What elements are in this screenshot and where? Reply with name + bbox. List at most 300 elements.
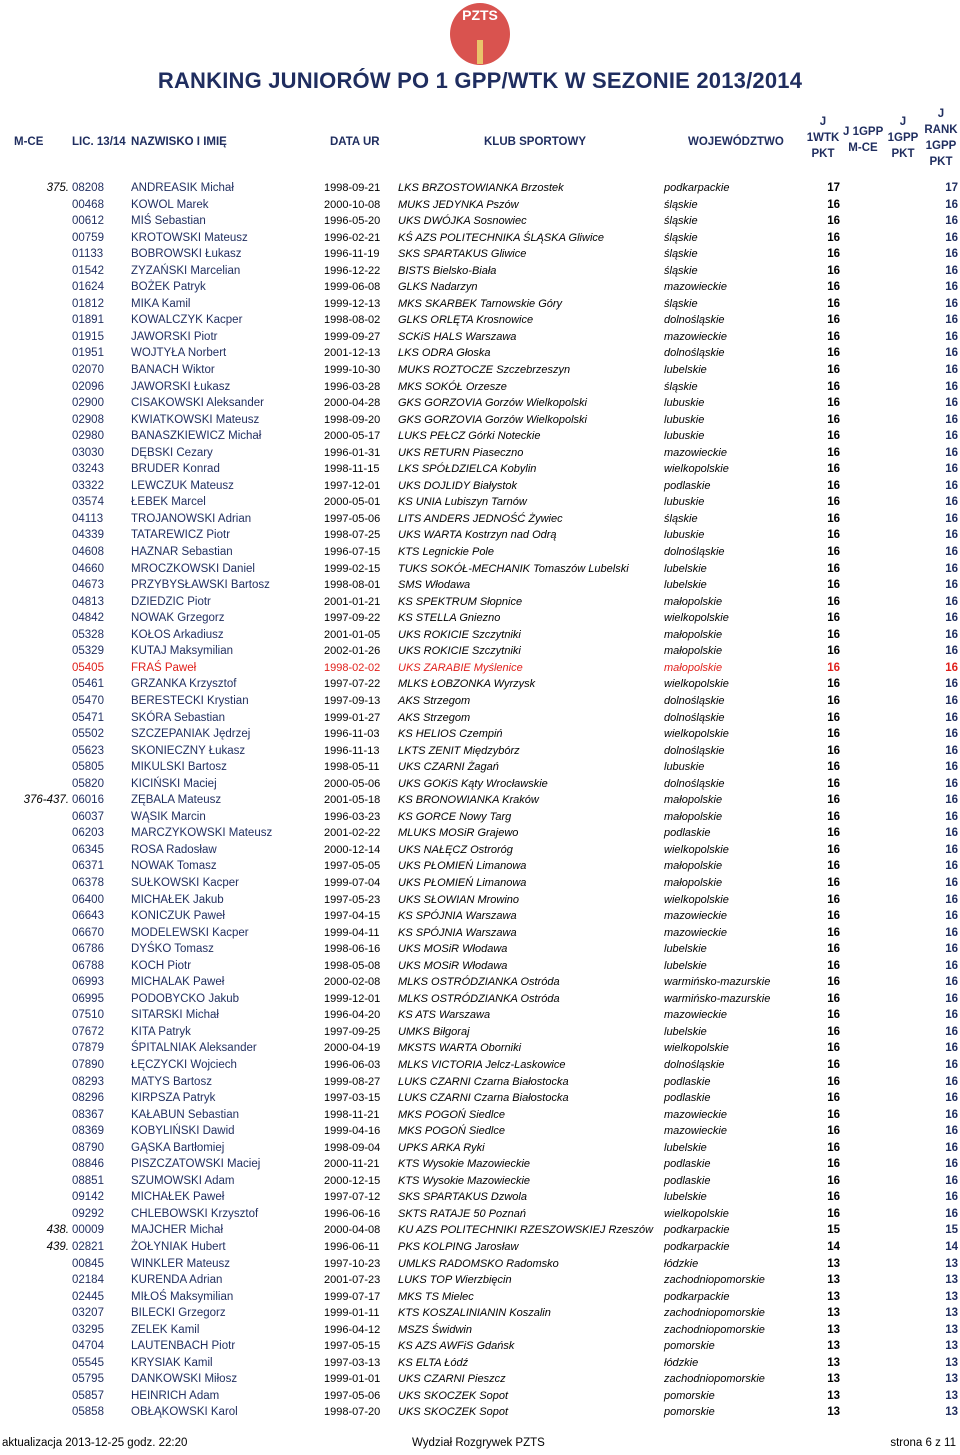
rank-points-cell: 13 [945,1340,958,1353]
wtk-points-cell: 16 [827,579,840,592]
birthdate-cell: 1996-01-31 [324,446,381,459]
header-woj: WOJEWÓDZTWO [688,136,784,148]
club-cell: MKS POGOŃ Siedlce [398,1125,505,1138]
wtk-points-cell: 16 [827,1009,840,1022]
table-row [0,511,960,528]
name-cell: ZELEK Kamil [131,1323,200,1336]
voivodeship-cell: śląskie [664,512,698,525]
club-cell: AKS Strzegom [398,711,471,724]
birthdate-cell: 1998-07-25 [324,529,381,542]
rank-points-cell: 14 [945,1241,958,1253]
rank-points-cell: 13 [945,1406,958,1419]
rank-points-cell: 16 [945,364,958,377]
wtk-points-cell: 16 [827,661,840,674]
wtk-points-cell: 16 [827,926,840,939]
birthdate-cell: 1997-09-13 [324,694,381,707]
birthdate-cell: 2001-07-23 [324,1274,381,1287]
birthdate-cell: 1997-09-25 [324,1025,381,1038]
name-cell: KWIATKOWSKI Mateusz [131,413,260,426]
rank-points-cell: 16 [945,628,958,641]
name-cell: HEINRICH Adam [131,1389,220,1402]
club-cell: MLUKS MOSiR Grajewo [398,827,519,840]
rank-points-cell: 13 [945,1389,958,1402]
club-cell: MUKS ROZTOCZE Szczebrzeszyn [398,364,571,377]
voivodeship-cell: lubuskie [664,413,705,426]
voivodeship-cell: mazowieckie [664,281,727,294]
table-row [0,345,960,362]
rank-points-cell: 13 [945,1257,958,1270]
ranking-table [0,180,960,1421]
voivodeship-cell: podkarpackie [664,182,730,194]
license-cell: 02184 [72,1274,104,1287]
license-cell: 01951 [72,347,104,360]
name-cell: FRAŚ Paweł [131,661,197,674]
voivodeship-cell: podkarpackie [664,1241,730,1253]
birthdate-cell: 2000-04-19 [324,1042,381,1055]
table-row [0,296,960,313]
birthdate-cell: 1999-07-17 [324,1290,381,1303]
voivodeship-cell: lubelskie [664,959,707,972]
rank-cell: 376-437. [23,794,69,807]
license-cell: 05858 [72,1406,104,1419]
voivodeship-cell: mazowieckie [664,1009,727,1022]
name-cell: LAUTENBACH Piotr [131,1340,236,1353]
voivodeship-cell: podlaskie [664,1158,711,1171]
wtk-points-cell: 16 [827,976,840,989]
birthdate-cell: 2001-05-18 [324,794,381,807]
club-cell: SMS Włodawa [398,579,471,592]
wtk-points-cell: 16 [827,711,840,724]
license-cell: 03295 [72,1323,104,1336]
license-cell: 05820 [72,777,104,790]
name-cell: BRUDER Konrad [131,463,220,476]
club-cell: MKSTS WARTA Oborniki [398,1042,522,1055]
voivodeship-cell: małopolskie [664,860,723,873]
wtk-points-cell: 13 [827,1290,840,1303]
voivodeship-cell: zachodniopomorskie [664,1373,765,1386]
club-cell: UKS DOJLIDY Białystok [398,479,518,492]
table-row [0,941,960,958]
club-cell: PKS KOLPING Jarosław [398,1241,519,1253]
name-cell: WINKLER Mateusz [131,1257,231,1270]
birthdate-cell: 1999-12-01 [324,992,381,1005]
voivodeship-cell: podkarpackie [664,1224,730,1237]
name-cell: DĘBSKI Cezary [131,446,213,459]
license-cell: 00612 [72,215,104,228]
name-cell: BILECKI Grzegorz [131,1307,226,1320]
rank-points-cell: 16 [945,1108,958,1121]
name-cell: SITARSKI Michał [131,1009,219,1022]
voivodeship-cell: zachodniopomorskie [664,1274,765,1287]
name-cell: SZCZEPANIAK Jędrzej [131,728,251,741]
name-cell: CHLEBOWSKI Krzysztof [131,1207,259,1220]
license-cell: 02900 [72,397,104,410]
club-cell: MKS TS Mielec [398,1290,474,1303]
wtk-points-cell: 16 [827,231,840,244]
name-cell: PRZYBYSŁAWSKI Bartosz [131,579,270,592]
name-cell: JAWORSKI Piotr [131,330,218,343]
name-cell: KOWALCZYK Kacper [131,314,243,327]
voivodeship-cell: lubelskie [664,1191,707,1204]
club-cell: UKS RETURN Piaseczno [398,446,524,459]
birthdate-cell: 1996-05-20 [324,215,381,228]
voivodeship-cell: pomorskie [664,1340,715,1353]
license-cell: 02445 [72,1290,104,1303]
voivodeship-cell: lubuskie [664,496,705,509]
wtk-points-cell: 16 [827,959,840,972]
voivodeship-cell: dolnośląskie [664,777,725,790]
club-cell: UKS DWÓJKA Sosnowiec [398,215,527,228]
club-cell: LKS BRZOSTOWIANKA Brzostek [398,182,564,194]
name-cell: KROTOWSKI Mateusz [131,231,248,244]
birthdate-cell: 1998-02-02 [324,661,381,674]
license-cell: 04339 [72,529,104,542]
name-cell: MICHALAK Paweł [131,976,225,989]
table-row [0,1140,960,1157]
voivodeship-cell: lubelskie [664,1025,707,1038]
rank-points-cell: 16 [945,1191,958,1204]
wtk-points-cell: 16 [827,777,840,790]
name-cell: BANASZKIEWICZ Michał [131,430,262,443]
license-cell: 05805 [72,761,104,774]
license-cell: 04673 [72,579,104,592]
license-cell: 05623 [72,744,104,757]
license-cell: 06993 [72,976,104,989]
voivodeship-cell: mazowieckie [664,446,727,459]
table-row [0,279,960,296]
club-cell: UKS CZARNI Pieszcz [398,1373,506,1386]
birthdate-cell: 1999-08-27 [324,1075,381,1088]
voivodeship-cell: pomorskie [664,1406,715,1419]
wtk-points-cell: 16 [827,645,840,658]
table-row [0,974,960,991]
wtk-points-cell: 16 [827,264,840,277]
license-cell: 01133 [72,248,104,261]
table-row [0,643,960,660]
license-cell: 08846 [72,1158,104,1171]
wtk-points-cell: 16 [827,330,840,343]
rank-points-cell: 16 [945,926,958,939]
wtk-points-cell: 16 [827,1141,840,1154]
rank-points-cell: 16 [945,231,958,244]
rank-points-cell: 13 [945,1356,958,1369]
license-cell: 08208 [72,182,104,194]
license-cell: 05329 [72,645,104,658]
table-row [0,395,960,412]
wtk-points-cell: 15 [827,1224,840,1237]
license-cell: 04113 [72,512,104,525]
club-cell: MKS SOKÓŁ Orzesze [398,380,507,393]
license-cell: 00759 [72,231,104,244]
header-date: DATA UR [330,136,380,148]
voivodeship-cell: dolnośląskie [664,744,725,757]
rank-points-cell: 16 [945,297,958,310]
license-cell: 05471 [72,711,104,724]
name-cell: KRYSIAK Kamil [131,1356,213,1369]
rank-cell: 438. [46,1224,69,1237]
birthdate-cell: 1997-10-23 [324,1257,381,1270]
voivodeship-cell: lubuskie [664,761,705,774]
name-cell: MARCZYKOWSKI Mateusz [131,827,273,840]
name-cell: TATAREWICZ Piotr [131,529,231,542]
name-cell: KITA Patryk [131,1025,191,1038]
table-row [0,213,960,230]
voivodeship-cell: śląskie [664,198,698,211]
birthdate-cell: 1996-07-15 [324,546,381,559]
wtk-points-cell: 13 [827,1389,840,1402]
wtk-points-cell: 16 [827,364,840,377]
license-cell: 05470 [72,694,104,707]
table-row [0,825,960,842]
birthdate-cell: 1999-10-30 [324,364,381,377]
voivodeship-cell: lubelskie [664,943,707,956]
name-cell: CISAKOWSKI Aleksander [131,397,264,410]
name-cell: BOBROWSKI Łukasz [131,248,242,261]
birthdate-cell: 1997-05-06 [324,512,381,525]
license-cell: 02980 [72,430,104,443]
wtk-points-cell: 16 [827,860,840,873]
table-row [0,1090,960,1107]
wtk-points-cell: 16 [827,347,840,360]
name-cell: ZĘBALA Mateusz [131,794,222,807]
name-cell: MIKA Kamil [131,297,191,310]
table-row [0,1239,960,1256]
wtk-points-cell: 16 [827,843,840,856]
name-cell: GĄSKA Bartłomiej [131,1141,225,1154]
name-cell: BOŻEK Patryk [131,281,206,294]
club-cell: TUKS SOKÓŁ-MECHANIK Tomaszów Lubelski [398,562,629,575]
wtk-points-cell: 16 [827,1075,840,1088]
rank-points-cell: 16 [945,761,958,774]
voivodeship-cell: dolnośląskie [664,711,725,724]
club-cell: LKTS ZENIT Międzybórz [398,744,520,757]
license-cell: 01624 [72,281,104,294]
name-cell: PISZCZATOWSKI Maciej [131,1158,261,1171]
header-lic: LIC. 13/14 [72,136,126,148]
birthdate-cell: 2000-04-28 [324,397,381,410]
wtk-points-cell: 16 [827,297,840,310]
voivodeship-cell: dolnośląskie [664,314,725,327]
table-row [0,610,960,627]
table-row [0,1107,960,1124]
voivodeship-cell: małopolskie [664,628,723,641]
voivodeship-cell: lubelskie [664,364,707,377]
rank-points-cell: 16 [945,413,958,426]
table-row [0,1123,960,1140]
birthdate-cell: 1997-05-05 [324,860,381,873]
rank-points-cell: 16 [945,496,958,509]
rank-points-cell: 16 [945,595,958,608]
rank-points-cell: 16 [945,827,958,840]
license-cell: 00009 [72,1224,104,1237]
table-row [0,991,960,1008]
pzts-logo [430,0,530,68]
license-cell: 06345 [72,843,104,856]
name-cell: ŁĘCZYCKI Wojciech [131,1058,237,1071]
license-cell: 08369 [72,1125,104,1138]
name-cell: MICHAŁEK Jakub [131,893,224,906]
birthdate-cell: 1998-08-02 [324,314,381,327]
header-rank: J RANK 1GPP PKT [924,108,958,168]
name-cell: ŚPITALNIAK Aleksander [131,1042,257,1055]
wtk-points-cell: 16 [827,761,840,774]
birthdate-cell: 2000-05-17 [324,430,381,443]
wtk-points-cell: 16 [827,1058,840,1071]
voivodeship-cell: wielkopolskie [664,612,729,625]
name-cell: ŁEBEK Marcel [131,496,206,509]
club-cell: KU AZS POLITECHNIKI RZESZOWSKIEJ Rzeszów [398,1224,654,1237]
voivodeship-cell: łódzkie [664,1257,699,1270]
wtk-points-cell: 16 [827,595,840,608]
wtk-points-cell: 16 [827,512,840,525]
name-cell: NOWAK Grzegorz [131,612,225,625]
rank-points-cell: 16 [945,1058,958,1071]
birthdate-cell: 1996-04-20 [324,1009,381,1022]
table-row [0,792,960,809]
table-row [0,908,960,925]
rank-points-cell: 16 [945,248,958,261]
rank-points-cell: 16 [945,546,958,559]
license-cell: 04842 [72,612,104,625]
voivodeship-cell: dolnośląskie [664,694,725,707]
name-cell: SZUMOWSKI Adam [131,1174,235,1187]
license-cell: 07890 [72,1058,104,1071]
voivodeship-cell: wielkopolskie [664,893,729,906]
club-cell: LITS ANDERS JEDNOŚĆ Żywiec [398,512,563,525]
license-cell: 09142 [72,1191,104,1204]
club-cell: MLKS OSTRÓDZIANKA Ostróda [398,992,560,1005]
birthdate-cell: 1999-09-27 [324,330,381,343]
name-cell: KICIŃSKI Maciej [131,777,217,790]
rank-points-cell: 15 [945,1224,958,1237]
birthdate-cell: 1996-12-22 [324,264,381,277]
rank-points-cell: 16 [945,777,958,790]
name-cell: TROJANOWSKI Adrian [131,512,252,525]
birthdate-cell: 1996-06-11 [324,1241,380,1253]
table-row [0,1338,960,1355]
name-cell: WĄSIK Marcin [131,810,206,823]
table-row [0,577,960,594]
birthdate-cell: 2001-01-05 [324,628,381,641]
birthdate-cell: 1996-11-13 [324,744,380,757]
license-cell: 01542 [72,264,104,277]
birthdate-cell: 1998-09-20 [324,413,381,426]
club-cell: MUKS JEDYNKA Pszów [398,198,519,211]
table-row [0,230,960,247]
rank-points-cell: 16 [945,380,958,393]
wtk-points-cell: 16 [827,678,840,691]
name-cell: PODOBYCKO Jakub [131,992,240,1005]
birthdate-cell: 1998-07-20 [324,1406,381,1419]
header-gpp-pkt: J 1GPP PKT [887,116,919,160]
license-cell: 08293 [72,1075,104,1088]
rank-points-cell: 16 [945,330,958,343]
table-row [0,858,960,875]
wtk-points-cell: 16 [827,943,840,956]
table-row [0,362,960,379]
wtk-points-cell: 16 [827,810,840,823]
birthdate-cell: 1996-11-19 [324,248,380,261]
club-cell: MLKS OSTRÓDZIANKA Ostróda [398,976,560,989]
birthdate-cell: 1997-07-12 [324,1191,381,1204]
club-cell: UMKS Biłgoraj [398,1025,470,1038]
wtk-points-cell: 16 [827,463,840,476]
table-row [0,1371,960,1388]
name-cell: ANDREASIK Michał [131,182,234,194]
birthdate-cell: 1997-05-23 [324,893,381,906]
club-cell: SKS SPARTAKUS Dzwola [398,1191,527,1204]
wtk-points-cell: 16 [827,546,840,559]
voivodeship-cell: mazowieckie [664,330,727,343]
name-cell: SUŁKOWSKI Kacper [131,876,240,889]
name-cell: KAŁABUN Sebastian [131,1108,240,1121]
license-cell: 02821 [72,1241,104,1253]
voivodeship-cell: śląskie [664,248,698,261]
table-row [0,726,960,743]
table-row [0,1189,960,1206]
table-row [0,494,960,511]
birthdate-cell: 1998-05-08 [324,959,381,972]
club-cell: UKS MOSiR Włodawa [398,959,508,972]
wtk-points-cell: 13 [827,1373,840,1386]
rank-points-cell: 16 [945,1158,958,1171]
club-cell: UKS SŁOWIAN Mrowino [398,893,520,906]
birthdate-cell: 2000-05-06 [324,777,381,790]
rank-points-cell: 16 [945,744,958,757]
rank-points-cell: 17 [945,182,958,194]
table-row [0,312,960,329]
wtk-points-cell: 13 [827,1274,840,1287]
table-row [0,561,960,578]
rank-points-cell: 16 [945,198,958,211]
wtk-points-cell: 16 [827,1042,840,1055]
birthdate-cell: 1999-01-01 [324,1373,381,1386]
club-cell: LUKS TOP Wierzbięcin [398,1274,512,1287]
license-cell: 02096 [72,380,104,393]
club-cell: UPKS ARKA Ryki [398,1141,485,1154]
rank-points-cell: 16 [945,943,958,956]
rank-points-cell: 16 [945,678,958,691]
license-cell: 06786 [72,943,104,956]
rank-points-cell: 16 [945,1207,958,1220]
birthdate-cell: 1999-12-13 [324,297,381,310]
voivodeship-cell: śląskie [664,297,698,310]
wtk-points-cell: 16 [827,694,840,707]
voivodeship-cell: lubuskie [664,529,705,542]
name-cell: WOJTYŁA Norbert [131,347,227,360]
name-cell: NOWAK Tomasz [131,860,217,873]
rank-points-cell: 16 [945,529,958,542]
rank-points-cell: 16 [945,843,958,856]
name-cell: BERESTECKI Krystian [131,694,249,707]
table-row [0,1305,960,1322]
wtk-points-cell: 16 [827,413,840,426]
table-header [0,108,960,172]
wtk-points-cell: 16 [827,728,840,741]
voivodeship-cell: śląskie [664,231,698,244]
table-row [0,1007,960,1024]
license-cell: 06378 [72,876,104,889]
wtk-points-cell: 13 [827,1406,840,1419]
name-cell: MAJCHER Michał [131,1224,224,1237]
header-wtk: J 1WTK PKT [806,116,840,160]
birthdate-cell: 1999-01-27 [324,711,381,724]
table-row [0,246,960,263]
rank-points-cell: 16 [945,728,958,741]
rank-points-cell: 16 [945,1042,958,1055]
club-cell: GKS GORZOVIA Gorzów Wielkopolski [398,413,587,426]
license-cell: 04813 [72,595,104,608]
